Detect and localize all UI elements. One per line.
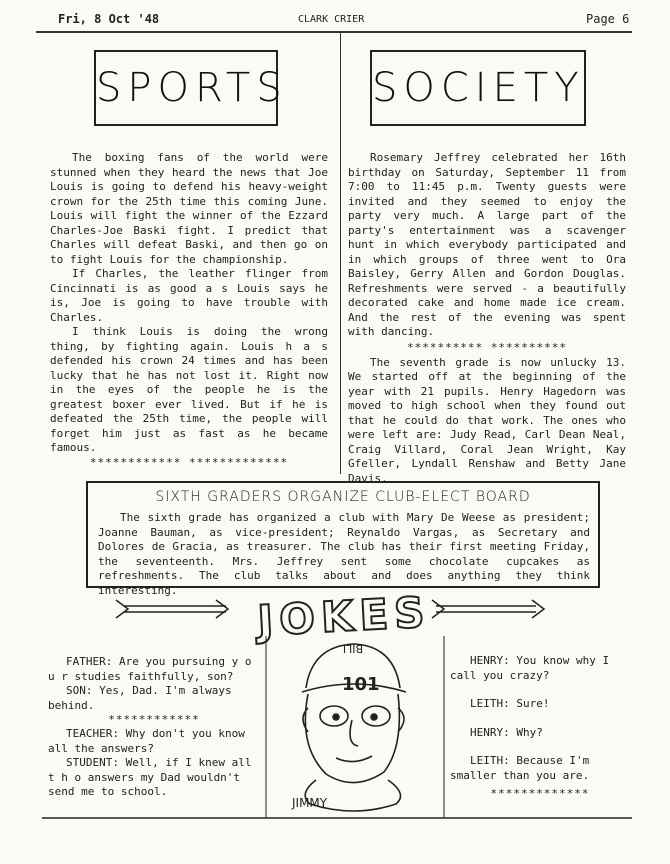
jokes-letter-k: K (319, 591, 355, 643)
jokes-letter-s: S (392, 587, 426, 639)
sixth-graders-article (88, 505, 598, 598)
joke-text: Well, if I knew all t h o answers my Dad wouldn't send me to school. (48, 756, 252, 798)
joke-line (48, 727, 260, 756)
jokes-separator: ************* (490, 787, 590, 800)
joke-line (450, 654, 630, 683)
joke-line (48, 684, 260, 713)
sports-paragraph-2: If Charles, the leather flinger from Cincinnati is as good a s Louis says he is, Joe is going to have trouble with Charles. (50, 267, 328, 324)
jimmy-cartoon-drawing (302, 644, 406, 811)
society-separator: ********** ********** (406, 340, 568, 354)
jimmy-caption: JIMMY (292, 796, 328, 810)
issue-date: Fri, 8 Oct '48 (58, 12, 160, 26)
joke-line (450, 726, 630, 741)
joke-text: You know why I call you crazy? (450, 654, 610, 682)
speaker-label: HENRY: (470, 654, 510, 667)
sports-paragraph-3: I think Louis is doing the wrong thing, by fighting again. Louis h a s defended his crown 24 times and has been lucky that he has not lost it. Right now in the eyes of the people he is the greatest boxer ever lived. But if he is defeated the 25th time, the people will forget him just as fast as he became famous. (50, 325, 328, 454)
joke-line (450, 754, 630, 783)
sixth-graders-headline: SIXTH GRADERS ORGANIZE CLUB-ELECT BOARD (155, 489, 531, 505)
sixth-graders-paragraph: The sixth grade has organized a club with Mary De Weese as president; Joanne Bauman, as vice-president; Reynaldo Vargas, as Secretary and Dolores de Gracia, as treasurer. The club has their first meeting Friday, the seventeenth. Mrs. Jeffrey sent some chocolate cupcakes as refreshments. The club talks about and does anything they think interesting. (98, 511, 590, 597)
page-number: Page 6 (586, 12, 630, 26)
left-arrow-lines (116, 600, 228, 618)
header-rule (36, 31, 632, 33)
bill-signature: BILL (340, 642, 364, 655)
speaker-label: HENRY: (470, 725, 510, 739)
column-divider (340, 32, 341, 474)
jokes-letter-j: J (256, 595, 275, 646)
society-paragraph-2: The seventh grade is now unlucky 13. We started off at the beginning of the year with 21 pupils. Henry Hagedorn was moved to high school when they found out that he could do that work. The ones who were left are: Judy Read, Carl Dean Neal, Craig Villard, Coral Jean Wright, Kay Gfeller, Lyndall Renshaw and Betty Jane Davis. (348, 355, 626, 485)
society-paragraph-1: Rosemary Jeffrey celebrated her 16th birthday on Saturday, September 11 from 7:00 to 11:45 p.m. Twenty guests were invited and they seemed to enjoy the party very much. A large part of the party's entertainment was a scavenger hunt in which everybody participated and in which groups of three went to Ora Baisley, Gerry Allen and Gordon Douglas. Refreshments were served - a beautifully decorated cake and home made ice cream. And the rest of the evening was spent with dancing. (348, 151, 626, 338)
cap-number: 101 (342, 674, 380, 695)
sports-paragraph-1: The boxing fans of the world were stunned when they heard the news that Joe Louis is going to defend his heavy-weight crown for the 25th time this coming June. Louis will fight the winner of the Ezzard Charles-Joe Baski fight. I predict that Charles will defeat Baski, and then go on to fight Louis for the championship. (50, 151, 328, 266)
jokes-letter-e: E (358, 589, 390, 640)
speaker-label: LEITH: (470, 697, 510, 710)
joke-text: Why? (516, 725, 543, 739)
right-jokes (450, 654, 630, 801)
society-article (348, 151, 626, 486)
society-heading-box (370, 50, 586, 126)
speaker-label: LEITH: (470, 754, 510, 767)
right-arrow-lines (432, 600, 544, 618)
joke-line (48, 756, 260, 800)
joke-line (48, 655, 260, 684)
society-title: SOCIETY (372, 65, 585, 111)
speaker-label: SON: (66, 684, 93, 697)
sports-title: SPORTS (96, 65, 288, 111)
sports-separator: ************ ************* (89, 455, 289, 469)
speaker-label: FATHER: (66, 655, 113, 668)
newspaper-name: CLARK CRIER (298, 14, 365, 25)
sixth-graders-box (86, 481, 600, 597)
joke-line (450, 697, 630, 712)
sports-heading-box (94, 50, 288, 126)
speaker-label: STUDENT: (66, 756, 119, 769)
sports-article (50, 151, 328, 470)
joke-text: Because I'm smaller than you are. (450, 754, 590, 782)
joke-text: Are you pursuing y o u r studies faithfully, son? (48, 655, 252, 683)
jokes-separator: ************ (108, 713, 200, 726)
joke-text: Sure! (516, 697, 550, 710)
jokes-letter-o: O (278, 593, 317, 645)
joke-text: Why don't you know all the answers? (48, 727, 245, 755)
speaker-label: TEACHER: (66, 727, 119, 740)
joke-text: Yes, Dad. I'm always behind. (48, 684, 232, 712)
left-jokes (48, 655, 260, 800)
